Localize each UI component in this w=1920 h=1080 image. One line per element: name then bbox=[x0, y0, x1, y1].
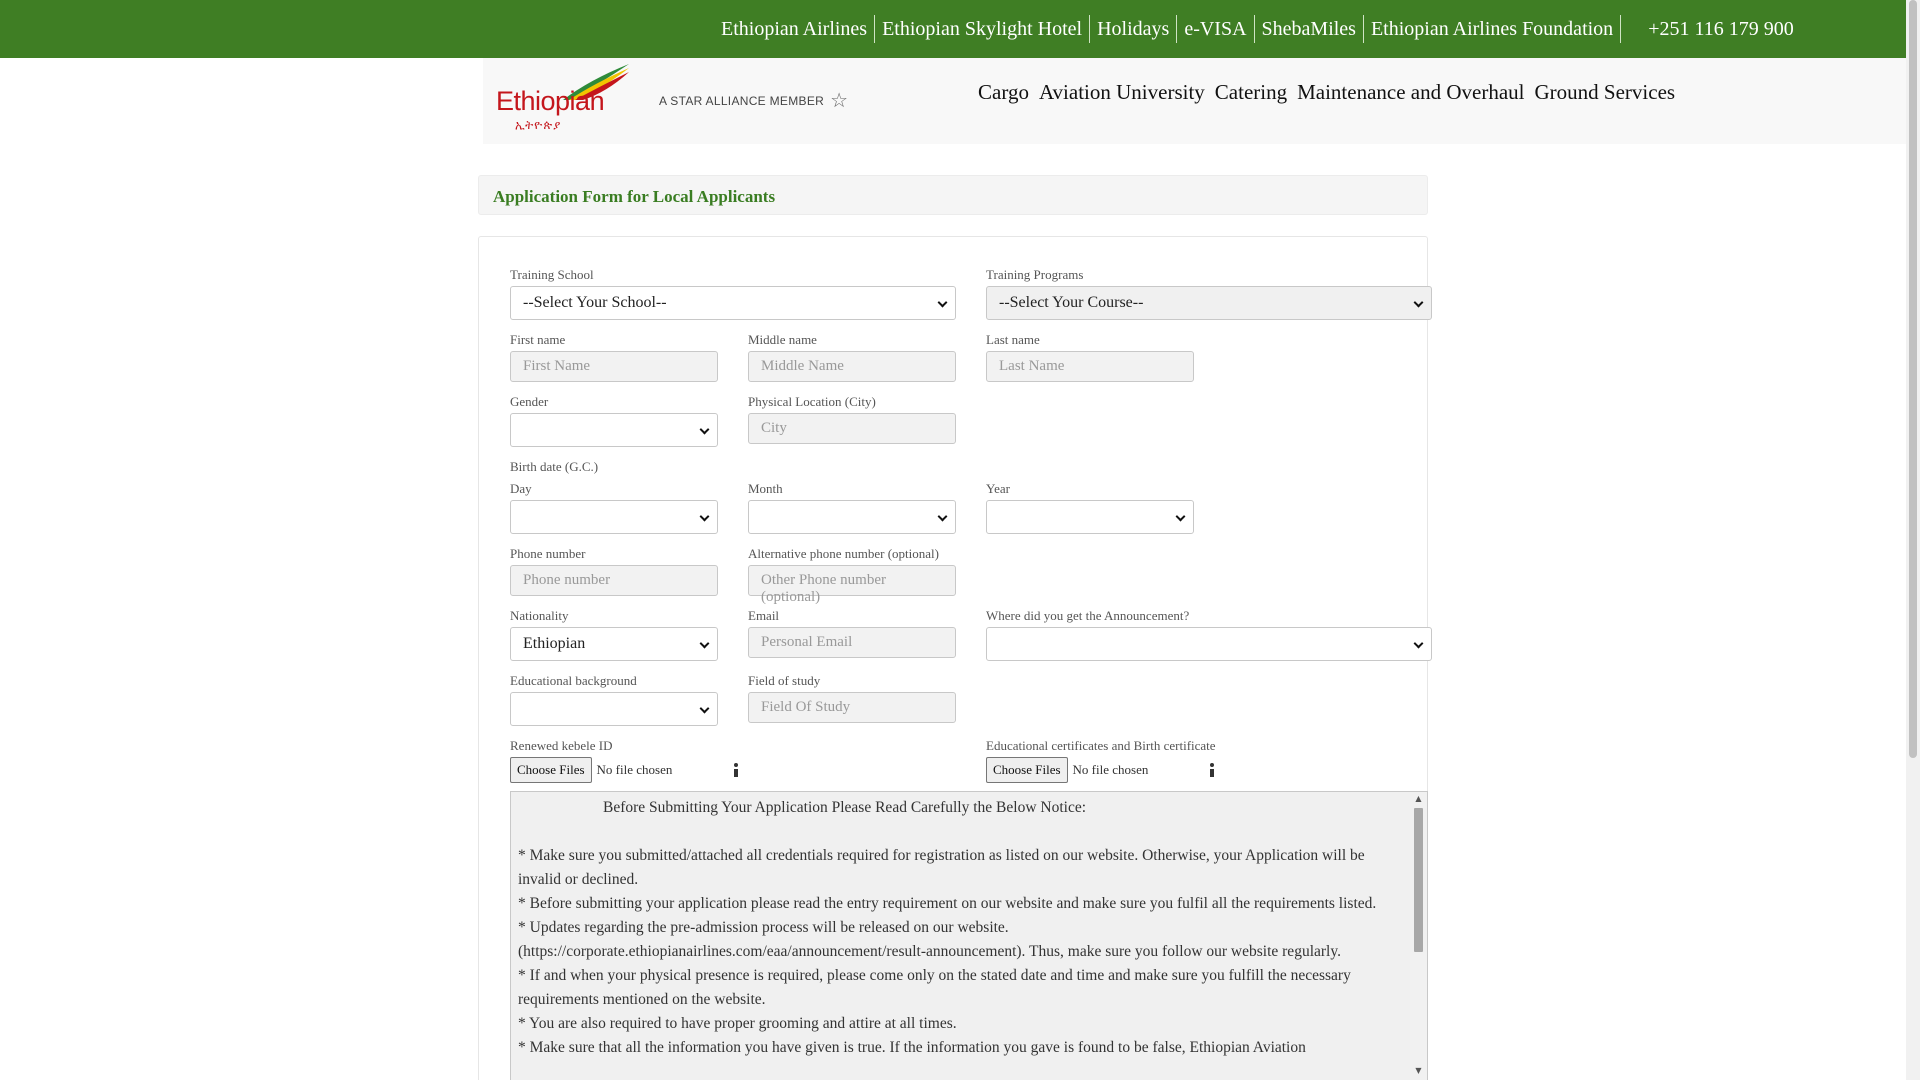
certificates-file-row bbox=[986, 757, 1216, 783]
certificates-field bbox=[986, 738, 1216, 783]
scroll-down-arrow-icon[interactable]: ▼ bbox=[1415, 1066, 1422, 1075]
training-program-label: Training Programs bbox=[986, 267, 1084, 282]
certificates-file-status: No file chosen bbox=[1072, 762, 1149, 777]
first-name-input[interactable]: First Name bbox=[510, 351, 718, 382]
birth-year-field bbox=[986, 481, 1194, 534]
phone-input[interactable]: Phone number bbox=[510, 565, 718, 596]
divider bbox=[874, 15, 875, 43]
birth-month-select[interactable] bbox=[748, 500, 956, 534]
last-name-field bbox=[986, 332, 1194, 382]
topnav-skylight-hotel[interactable]: Ethiopian Skylight Hotel bbox=[882, 18, 1083, 40]
middle-name-field bbox=[748, 332, 956, 382]
ethiopian-logo[interactable] bbox=[493, 62, 635, 136]
page-scroll-thumb[interactable] bbox=[1909, 0, 1917, 758]
form-title-bar bbox=[478, 175, 1428, 215]
birth-date-label: Birth date (G.C.) bbox=[510, 459, 599, 474]
alt-phone-input[interactable]: Other Phone number (optional) bbox=[748, 565, 956, 596]
birth-month-field bbox=[748, 481, 956, 534]
announcement-field bbox=[986, 608, 1432, 661]
training-program-value: --Select Your Course-- bbox=[999, 294, 1144, 311]
notice-item: * If and when your physical presence is required, please come only on the stated date and time and make sure you fulfill the necessary requirements mentioned on the website. bbox=[518, 967, 1351, 1008]
gender-label: Gender bbox=[510, 394, 549, 409]
page-scrollbar[interactable] bbox=[1906, 0, 1920, 1080]
education-label: Educational background bbox=[510, 673, 637, 688]
first-name-label: First name bbox=[510, 332, 566, 347]
city-field bbox=[748, 394, 956, 444]
nationality-field bbox=[510, 608, 718, 661]
kebele-id-label: Renewed kebele ID bbox=[510, 738, 613, 753]
main-nav bbox=[973, 80, 1680, 105]
month-label: Month bbox=[748, 481, 783, 496]
kebele-file-status: No file chosen bbox=[596, 762, 673, 777]
education-field bbox=[510, 673, 718, 726]
topnav-ethiopian-airlines[interactable]: Ethiopian Airlines bbox=[721, 18, 868, 40]
nav-ground-services[interactable]: Ground Services bbox=[1534, 80, 1676, 104]
last-name-label: Last name bbox=[986, 332, 1040, 347]
birth-year-select[interactable] bbox=[986, 500, 1194, 534]
notice-item: * Make sure that all the information you have given is true. If the information you gave is found to be false, Ethiopian Aviation bbox=[518, 1039, 1306, 1056]
scroll-up-arrow-icon[interactable]: ▲ bbox=[1415, 794, 1422, 803]
topnav-evisa[interactable]: e-VISA bbox=[1184, 18, 1247, 40]
divider bbox=[1089, 15, 1090, 43]
alt-phone-label: Alternative phone number (optional) bbox=[748, 546, 939, 561]
alt-phone-field bbox=[748, 546, 956, 605]
training-school-label: Training School bbox=[510, 267, 594, 282]
email-input[interactable]: Personal Email bbox=[748, 627, 956, 658]
announcement-label: Where did you get the Announcement? bbox=[986, 608, 1190, 623]
form-title: Application Form for Local Applicants bbox=[493, 187, 776, 206]
main-header bbox=[483, 58, 1906, 144]
announcement-select[interactable] bbox=[986, 627, 1432, 661]
birth-day-select[interactable] bbox=[510, 500, 718, 534]
divider bbox=[1363, 15, 1364, 43]
middle-name-input[interactable]: Middle Name bbox=[748, 351, 956, 382]
topnav-holidays[interactable]: Holidays bbox=[1097, 18, 1170, 40]
star-alliance-text: A STAR ALLIANCE MEMBER bbox=[659, 94, 825, 108]
training-program-field bbox=[986, 267, 1432, 320]
topnav-shebamiles[interactable]: ShebaMiles bbox=[1261, 18, 1356, 40]
field-of-study-label: Field of study bbox=[748, 673, 821, 688]
training-school-value: --Select Your School-- bbox=[523, 294, 667, 311]
first-name-field bbox=[510, 332, 718, 382]
notice-item: * Make sure you submitted/attached all credentials required for registration as listed on our website. Otherwise, your Application will be invalid or declined. bbox=[518, 847, 1365, 888]
education-select[interactable] bbox=[510, 692, 718, 726]
birth-date-heading bbox=[510, 459, 598, 478]
notice-textarea[interactable] bbox=[510, 791, 1428, 1080]
city-label: Physical Location (City) bbox=[748, 394, 876, 409]
topnav-foundation[interactable]: Ethiopian Airlines Foundation bbox=[1370, 18, 1614, 40]
topnav-phone[interactable]: +251 116 179 900 bbox=[1648, 18, 1794, 40]
field-of-study-field bbox=[748, 673, 956, 723]
gender-select[interactable] bbox=[510, 413, 718, 447]
nationality-select[interactable] bbox=[510, 627, 718, 661]
notice-content bbox=[518, 796, 1408, 1060]
city-input[interactable]: City bbox=[748, 413, 956, 444]
logo-amharic: ኢትዮጵያ bbox=[515, 118, 562, 132]
kebele-id-field bbox=[510, 738, 740, 783]
training-school-field bbox=[510, 267, 956, 320]
divider bbox=[1176, 15, 1177, 43]
field-of-study-input[interactable]: Field Of Study bbox=[748, 692, 956, 723]
logo-wordmark: Ethiopian bbox=[496, 86, 605, 116]
nav-cargo[interactable]: Cargo bbox=[978, 80, 1029, 104]
star-alliance-icon: ☆ bbox=[830, 90, 849, 112]
top-bar bbox=[0, 0, 1906, 58]
birth-day-field bbox=[510, 481, 718, 534]
notice-heading: Before Submitting Your Application Please Read Carefully the Below Notice: bbox=[603, 799, 1087, 816]
kebele-file-row bbox=[510, 757, 740, 783]
last-name-input[interactable]: Last Name bbox=[986, 351, 1194, 382]
notice-scrollbar[interactable] bbox=[1410, 792, 1427, 1080]
notice-item: * You are also required to have proper grooming and attire at all times. bbox=[518, 1015, 957, 1032]
info-icon[interactable] bbox=[732, 763, 740, 777]
notice-spacer bbox=[518, 820, 1408, 844]
nav-aviation-university[interactable]: Aviation University bbox=[1038, 80, 1205, 104]
notice-item: * Before submitting your application please read the entry requirement on our website and make sure you fulfil all the requirements listed. bbox=[518, 895, 1377, 912]
certificates-label: Educational certificates and Birth certificate bbox=[986, 738, 1216, 753]
notice-item: * Updates regarding the pre-admission process will be released on our website. (https://corporate.ethiopianairlines.com/eaa/announcement/result-announcement). Thus, make sure you follow our website regularly. bbox=[518, 919, 1341, 960]
nav-catering[interactable]: Catering bbox=[1214, 80, 1288, 104]
year-label: Year bbox=[986, 481, 1010, 496]
divider bbox=[1254, 15, 1255, 43]
email-label: Email bbox=[748, 608, 780, 623]
email-field bbox=[748, 608, 956, 658]
nationality-value: Ethiopian bbox=[523, 635, 586, 652]
divider bbox=[1620, 15, 1621, 43]
day-label: Day bbox=[510, 481, 532, 496]
star-alliance-badge bbox=[659, 92, 848, 110]
training-school-select[interactable] bbox=[510, 286, 956, 320]
notice-scroll-thumb[interactable] bbox=[1414, 808, 1423, 952]
phone-field bbox=[510, 546, 718, 596]
kebele-choose-files-button[interactable]: Choose Files bbox=[510, 757, 592, 783]
top-nav bbox=[716, 14, 1799, 44]
nav-maintenance[interactable]: Maintenance and Overhaul bbox=[1297, 80, 1525, 104]
certificates-choose-files-button[interactable]: Choose Files bbox=[986, 757, 1068, 783]
training-program-select[interactable] bbox=[986, 286, 1432, 320]
gender-field bbox=[510, 394, 718, 447]
phone-label: Phone number bbox=[510, 546, 586, 561]
middle-name-label: Middle name bbox=[748, 332, 817, 347]
nationality-label: Nationality bbox=[510, 608, 569, 623]
info-icon[interactable] bbox=[1208, 763, 1216, 777]
application-form bbox=[478, 236, 1428, 1080]
